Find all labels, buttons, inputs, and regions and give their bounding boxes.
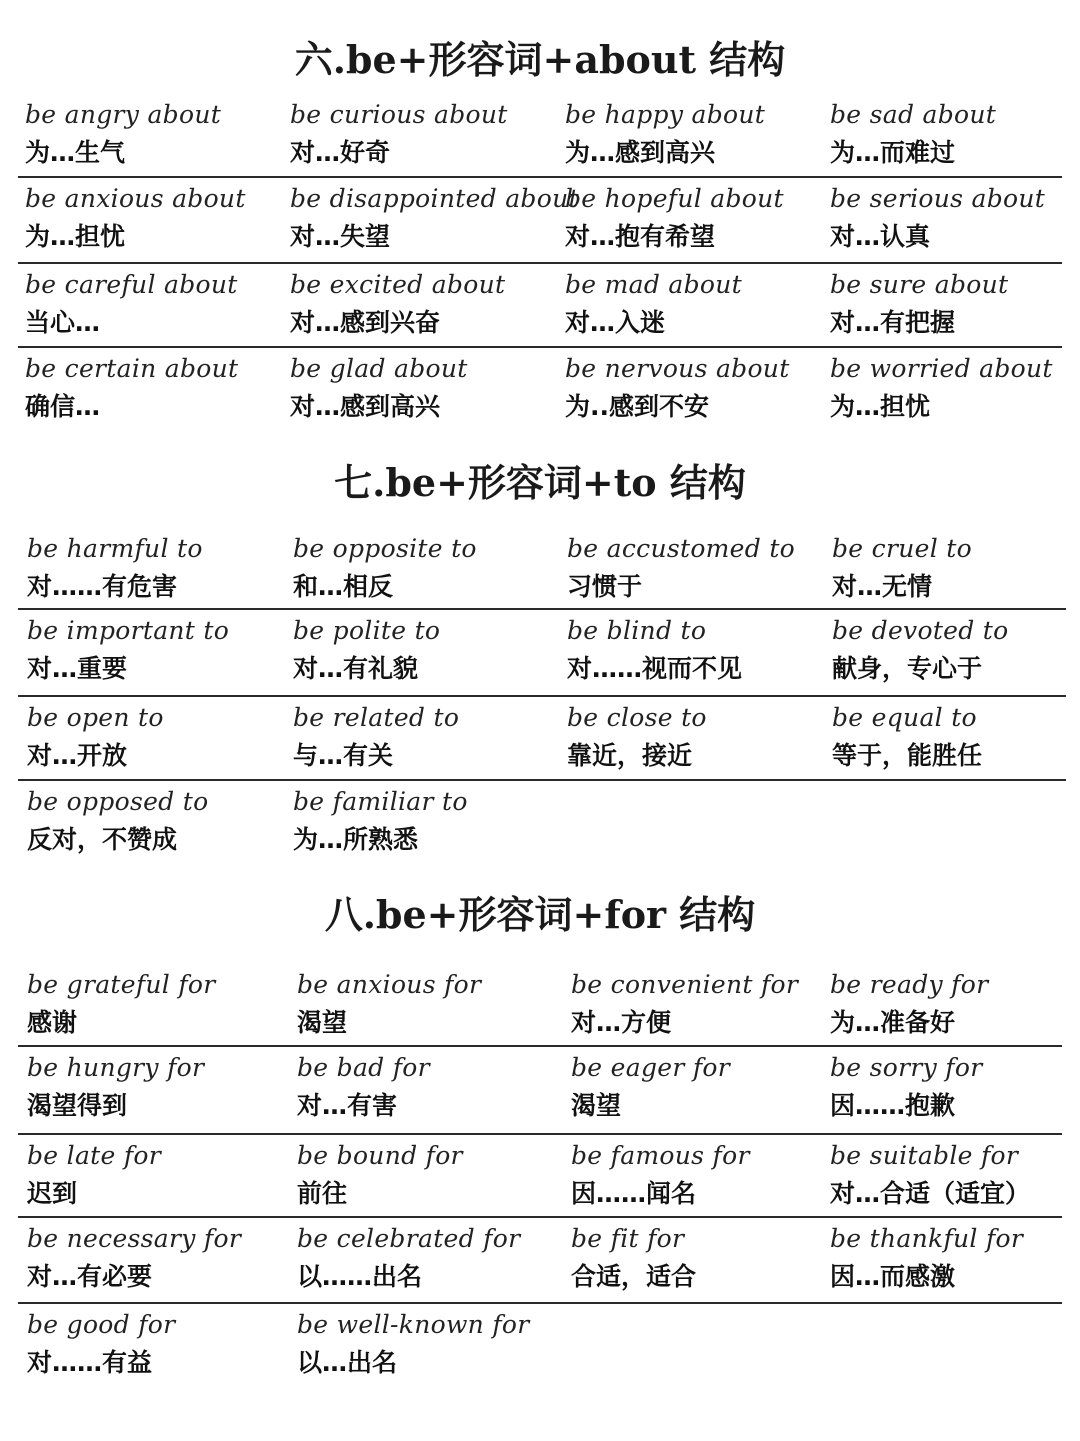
phrase-chinese: 因……抱歉 [830,1091,956,1120]
phrase-cell [830,1218,1023,1294]
phrase-english: be careful about [25,270,238,299]
phrase-chinese: 渴望得到 [27,1091,128,1120]
phrase-english: be open to [27,703,164,732]
phrase-row [18,1218,1062,1304]
phrase-english: be well-known for [297,1310,530,1339]
phrase-english: be angry about [25,100,222,129]
phrase-english: be curious about [290,100,508,129]
phrase-english: be ready for [830,970,989,999]
phrase-chinese: 为…担忧 [830,392,931,421]
phrase-chinese: 对…好奇 [290,138,391,167]
phrase-cell [290,178,579,254]
phrase-chinese: 对……有益 [27,1348,153,1377]
phrase-chinese: 等于，能胜任 [832,741,983,770]
phrase-english: be famous for [571,1141,750,1170]
phrase-cell [25,178,246,254]
phrase-chinese: 对…有必要 [27,1262,153,1291]
phrase-english: be opposite to [293,534,477,563]
phrase-english: be equal to [832,703,977,732]
phrase-english: be necessary for [27,1224,242,1253]
phrase-chinese: 因……闻名 [571,1179,697,1208]
phrase-cell [27,1304,175,1380]
phrase-english: be bad for [297,1053,430,1082]
phrase-row [18,964,1062,1047]
phrase-chinese: 对…无情 [832,572,933,601]
phrase-chinese: 前往 [297,1179,348,1208]
phrase-cell [293,697,459,773]
phrase-chinese: 当心… [25,308,101,337]
phrase-chinese: 对…合适（适宜） [830,1179,1031,1208]
phrase-chinese: 对…感到高兴 [290,392,441,421]
phrase-english: be thankful for [830,1224,1024,1253]
phrase-row [18,94,1062,178]
phrase-cell [293,781,468,857]
phrase-cell [25,264,238,340]
phrase-english: be sure about [830,270,1009,299]
phrase-cell [830,348,1053,424]
phrase-chinese: 靠近，接近 [567,741,693,770]
phrase-cell [567,697,707,773]
phrase-english: be familiar to [293,787,468,816]
phrase-chinese: 对…开放 [27,741,128,770]
phrase-cell [830,1135,1030,1211]
phrase-english: be sad about [830,100,997,129]
phrase-english: be anxious for [297,970,482,999]
phrase-row [18,178,1062,264]
phrase-english: be hungry for [27,1053,205,1082]
phrase-chinese: 确信… [25,392,101,421]
phrase-chinese: 对……有危害 [27,572,178,601]
phrase-chinese: 以…出名 [297,1348,398,1377]
phrase-chinese: 渴望 [571,1091,622,1120]
phrase-cell [297,1135,463,1211]
phrase-cell [27,781,208,857]
phrase-chinese: 为…担忧 [25,222,126,251]
phrase-cell [25,348,238,424]
phrase-cell [567,528,795,604]
phrase-english: be cruel to [832,534,972,563]
phrase-cell [830,178,1045,254]
phrase-chinese: 反对，不赞成 [27,825,178,854]
phrase-cell [27,528,203,604]
phrase-cell [297,1304,529,1380]
phrase-chinese: 为…感到高兴 [565,138,716,167]
phrase-cell [832,610,1009,686]
phrase-english: be mad about [565,270,743,299]
phrase-english: be harmful to [27,534,203,563]
phrase-english: be bound for [297,1141,463,1170]
phrase-chinese: 渴望 [297,1008,348,1037]
phrase-chinese: 感谢 [27,1008,78,1037]
phrase-cell [297,1218,520,1294]
phrase-english: be glad about [290,354,468,383]
phrase-cell [565,348,790,424]
phrase-english: be serious about [830,184,1046,213]
phrase-cell [830,264,1008,340]
phrase-chinese: 和…相反 [293,572,394,601]
phrase-cell [571,1135,750,1211]
phrase-chinese: 与…有关 [293,741,394,770]
phrase-english: be close to [567,703,707,732]
phrase-english: be related to [293,703,460,732]
phrase-cell [567,610,742,686]
phrase-english: be devoted to [832,616,1009,645]
phrase-cell [832,697,982,773]
phrase-chinese: 对…有害 [297,1091,398,1120]
phrase-chinese: 合适，适合 [571,1262,697,1291]
phrase-row [18,781,1066,865]
phrase-english: be accustomed to [567,534,796,563]
phrase-cell [27,697,164,773]
phrase-chinese: 献身，专心于 [832,654,983,683]
phrase-cell [25,94,221,170]
phrase-row [18,528,1066,610]
phrase-english: be late for [27,1141,161,1170]
phrase-cell [297,1047,430,1123]
phrase-english: be suitable for [830,1141,1019,1170]
section-title-for: 八.be+形容词+for 结构 [324,892,756,937]
phrase-chinese: 对…重要 [27,654,128,683]
phrase-cell [830,964,988,1040]
phrase-english: be convenient for [571,970,799,999]
phrase-english: be worried about [830,354,1053,383]
phrase-row [18,697,1066,781]
phrase-chinese: 以……出名 [297,1262,423,1291]
phrase-chinese: 为…所熟悉 [293,825,419,854]
phrase-english: be hopeful about [565,184,784,213]
phrase-english: be disappointed about [290,184,579,213]
phrase-chinese: 为..感到不安 [565,392,709,421]
phrase-cell [27,964,216,1040]
phrase-cell [830,94,996,170]
phrase-cell [832,528,972,604]
phrase-cell [571,1218,696,1294]
phrase-chinese: 对…入迷 [565,308,666,337]
phrase-row [18,264,1062,348]
phrase-chinese: 对…方便 [571,1008,672,1037]
phrase-english: be fit for [571,1224,685,1253]
phrase-cell [293,528,477,604]
phrase-chinese: 对…认真 [830,222,931,251]
phrase-english: be grateful for [27,970,216,999]
phrase-chinese: 对…失望 [290,222,391,251]
phrase-english: be eager for [571,1053,730,1082]
phrase-cell [830,1047,982,1123]
phrase-english: be good for [27,1310,176,1339]
phrase-chinese: 习惯于 [567,572,643,601]
phrase-chinese: 为…生气 [25,138,126,167]
phrase-cell [27,1135,161,1211]
phrase-cell [571,964,798,1040]
phrase-cell [565,264,742,340]
phrase-cell [290,94,508,170]
phrase-chinese: 因…而感激 [830,1262,956,1291]
phrase-row [18,1135,1062,1218]
phrase-english: be happy about [565,100,766,129]
phrase-chinese: 对……视而不见 [567,654,743,683]
phrase-chinese: 为…而难过 [830,138,956,167]
phrase-cell [290,348,468,424]
phrase-chinese: 迟到 [27,1179,78,1208]
phrase-chinese: 为…准备好 [830,1008,956,1037]
phrase-english: be anxious about [25,184,246,213]
phrase-english: be excited about [290,270,506,299]
section-title-to: 七.be+形容词+to 结构 [334,460,746,505]
phrase-english: be certain about [25,354,239,383]
phrase-english: be important to [27,616,230,645]
phrase-chinese: 对…有礼貌 [293,654,419,683]
phrase-chinese: 对…有把握 [830,308,956,337]
phrase-chinese: 对…抱有希望 [565,222,716,251]
phrase-english: be celebrated for [297,1224,521,1253]
phrase-row [18,1047,1062,1135]
phrase-cell [297,964,481,1040]
phrase-row [18,610,1066,697]
phrase-english: be blind to [567,616,707,645]
phrase-cell [27,1218,241,1294]
phrase-chinese: 对…感到兴奋 [290,308,441,337]
phrase-cell [293,610,440,686]
phrase-cell [565,94,765,170]
phrase-row [18,348,1062,432]
phrase-english: be polite to [293,616,441,645]
phrase-cell [565,178,784,254]
phrase-cell [290,264,505,340]
phrase-english: be nervous about [565,354,790,383]
phrase-cell [571,1047,730,1123]
section-title-about: 六.be+形容词+about 结构 [294,37,786,82]
phrase-cell [27,1047,204,1123]
phrase-english: be opposed to [27,787,209,816]
phrase-english: be sorry for [830,1053,983,1082]
phrase-row [18,1304,1062,1388]
phrase-cell [27,610,229,686]
